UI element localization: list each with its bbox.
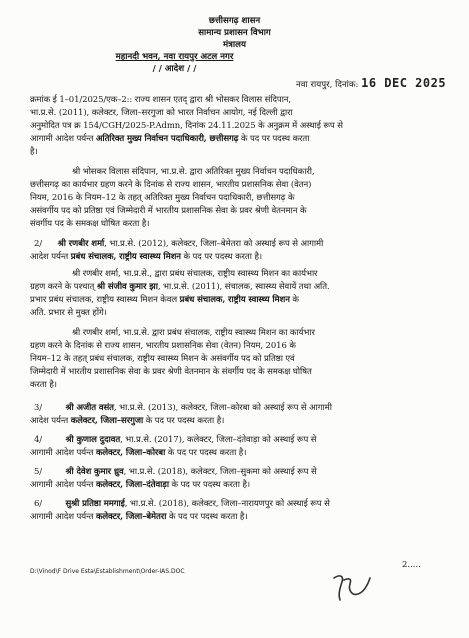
- item-number: 3/: [34, 403, 43, 413]
- posting-title: कलेक्टर, जिला–सरगुजा: [70, 416, 144, 426]
- officer-name: श्री संजीव कुमार झा: [96, 282, 158, 292]
- posting-title: अतिरिक्त मुख्य निर्वाचन पदाधिकारी, छत्तीसगढ़: [95, 134, 239, 144]
- order-title: / / आदेश / /: [152, 64, 197, 74]
- order-line: आगामी आदेश पर्यन्त अतिरिक्त मुख्य निर्वाचन पदाधिकारी, छत्तीसगढ़ के पद पर पदस्थ करता: [30, 134, 310, 144]
- order-line: ग्रहण करने के दिनांक से राज्य शासन, भारतीय प्रशासनिक सेवा (वेतन) नियम, 2016 के: [30, 341, 296, 351]
- item-number: 5/: [34, 467, 43, 477]
- order-line: 6/ सुश्री प्रतिष्ठा ममगाई, भा.प्र.से. (2018), कलेक्टर, जिला–नारायणपुर को अस्थाई रूप से: [34, 499, 330, 509]
- officer-name: श्री अजीत वसंत: [65, 403, 114, 413]
- order-line: नियम–12 के तहत् प्रबंध संचालक, राष्ट्रीय स्वास्थ्य मिशन के असंवर्गीय पद को प्रतिष्ठा एवं: [30, 354, 295, 364]
- file-path: D:\Vinod\F Drive Esta\Establishment\Order-IAS.DOC: [30, 568, 185, 575]
- order-line: नियम, 2016 के नियम–12 के तहत् अतिरिक्त मुख्य निर्वाचन पदाधिकारी, छत्तीसगढ़ के: [30, 193, 295, 203]
- order-line: 2/ श्री रणबीर शर्मा, भा.प्र.से. (2012), कलेक्टर, जिला–बेमेतरा को अस्थाई रूप से आगामी: [34, 239, 324, 249]
- item-number: 4/: [34, 435, 43, 445]
- posting-title: कलेक्टर, जिला–दंतेवाड़ा: [95, 480, 169, 490]
- order-line: क्रमांक ई 1–01/2025/एक–2:: राज्य शासन एतद् द्वारा श्री भोसकर विलास संदिपान,: [30, 95, 292, 105]
- officer-name: श्री देवेश कुमार ध्रुव: [65, 467, 124, 477]
- officer-name: श्री कुणाल दुदावत: [65, 435, 121, 445]
- department-name: सामान्य प्रशासन विभाग: [198, 28, 271, 38]
- date-line: [296, 76, 446, 90]
- order-line: भा.प्र.से. (2011), कलेक्टर, जिला–सरगुजा को भारत निर्वाचन आयोग, नई दिल्ली द्वारा: [30, 108, 293, 118]
- order-line: आदेश पर्यन्त कलेक्टर, जिला–सरगुजा के पद पर पदस्थ करता है।: [30, 416, 225, 426]
- posting-title: कलेक्टर, जिला–बेमेतरा: [95, 512, 167, 522]
- office-name: मंत्रालय: [223, 40, 246, 50]
- date-prefix: नवा रायपुर, दिनांक:: [296, 80, 359, 90]
- govt-name: छत्तीसगढ़ शासन: [208, 16, 261, 26]
- order-line: अति. प्रभार से मुक्त होंगे।: [30, 308, 107, 318]
- officer-name: श्री रणबीर शर्मा: [57, 239, 105, 249]
- order-line: आदेश पर्यन्त प्रबंध संचालक, राष्ट्रीय स्वास्थ्य मिशन के पद पर पदस्थ करता है।: [30, 252, 263, 262]
- order-line: अनुमोदित पत्र क्र 154/CGH/2025-P.Admn, दिनांक 24.11.2025 के अनुक्रम में अस्थाई रूप से: [30, 121, 343, 131]
- order-line: श्री रणबीर शर्मा, भा.प्र.से. द्वारा प्रबंध संचालक, राष्ट्रीय स्वास्थ्य मिशन का कार्यभार: [72, 328, 315, 338]
- page-continuation: 2.....: [402, 560, 421, 570]
- posting-title: प्रबंध संचालक, राष्ट्रीय स्वास्थ्य मिशन: [179, 295, 290, 305]
- posting-title: कलेक्टर, जिला–कोरबा: [95, 448, 166, 458]
- posting-title: प्रबंध संचालक, राष्ट्रीय स्वास्थ्य मिशन: [70, 252, 181, 262]
- order-line: ग्रहण करने के पश्चात् श्री संजीव कुमार झा, भा.प्र.से. (2011), संचालक, स्वास्थ्य सेवायें तथा अति.: [30, 282, 330, 292]
- order-line: आगामी आदेश पर्यन्त कलेक्टर, जिला–दंतेवाड़ा के पद पर पदस्थ करता है।: [30, 480, 251, 490]
- officer-name: सुश्री प्रतिष्ठा ममगाई: [65, 499, 125, 509]
- order-line: आगामी आदेश पर्यन्त कलेक्टर, जिला–बेमेतरा के पद पर पदस्थ करता है।: [30, 512, 248, 522]
- item-number: 6/: [34, 499, 43, 509]
- order-line: श्री भोसकर विलास संदिपान, भा.प्र.से. द्वारा अतिरिक्त मुख्य निर्वाचन पदाधिकारी,: [72, 167, 315, 177]
- order-line: संवर्गीय पद के समकक्ष घोषित करता है।: [30, 219, 150, 229]
- office-address: महानदी भवन, नवा रायपुर अटल नगर: [115, 52, 234, 62]
- order-line: असंवर्गीय पद को प्रतिष्ठा एवं जिम्मेदारी में भारतीय प्रशासनिक सेवा के प्रवर श्रेणी वेतनमान के: [30, 206, 307, 216]
- order-line: 5/ श्री देवेश कुमार ध्रुव, भा.प्र.से. (2018), कलेक्टर, जिला–सुकमा को अस्थाई रूप से: [34, 467, 317, 477]
- order-line: है।: [30, 147, 38, 157]
- order-line: 3/ श्री अजीत वसंत, भा.प्र.से. (2013), कलेक्टर, जिला–कोरबा को अस्थाई रूप से आगामी: [34, 403, 332, 413]
- order-line: प्रभार प्रबंध संचालक, राष्ट्रीय स्वास्थ्य मिशन केवल प्रबंध संचालक, राष्ट्रीय स्वास्थ्य मिशन के: [30, 295, 299, 305]
- order-line: आगामी आदेश पर्यन्त कलेक्टर, जिला–कोरबा के पद पर पदस्थ करता है।: [30, 448, 247, 458]
- date-stamp: 16 DEC 2025: [361, 76, 447, 90]
- order-line: श्री रणबीर शर्मा, भा.प्र.से., द्वारा प्रबंध संचालक, राष्ट्रीय स्वास्थ्य मिशन का कार्यभार: [72, 269, 318, 279]
- item-number: 2/: [34, 239, 43, 249]
- handwritten-signature: [330, 568, 376, 608]
- order-line: जिम्मेदारी में भारतीय प्रशासनिक सेवा के प्रवर श्रेणी वेतनमान के संवर्गीय पद के समकक्ष घोषित: [30, 367, 312, 377]
- order-line: 4/ श्री कुणाल दुदावत, भा.प्र.से. (2017), कलेक्टर, जिला–दंतेवाड़ा को अस्थाई रूप से: [34, 435, 317, 445]
- order-line: छत्तीसगढ़ का कार्यभार ग्रहण करने के दिनांक से राज्य शासन, भारतीय प्रशासनिक सेवा (वेतन): [30, 180, 312, 190]
- order-line: करता है।: [30, 380, 57, 390]
